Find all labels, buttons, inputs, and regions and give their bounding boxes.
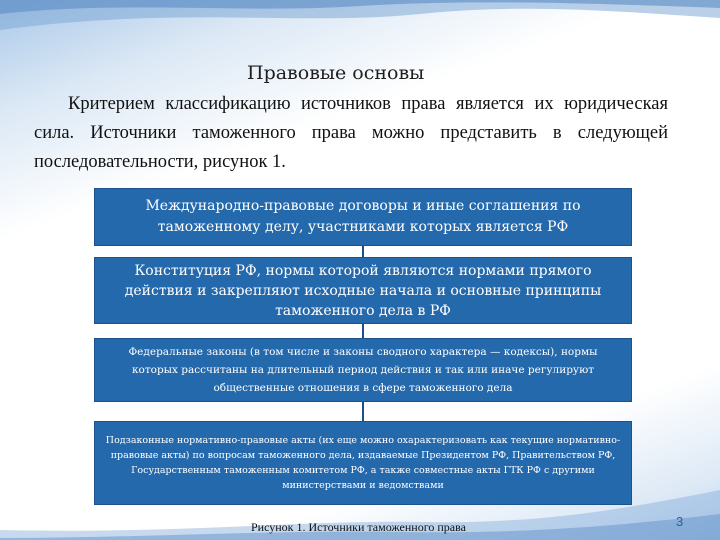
connector-2-3 <box>362 324 364 338</box>
intro-paragraph: Критерием классификацию источников права является их юридическая сила. Источники таможенного права можно представить в следующей последовательности, рисунок 1. <box>34 94 668 172</box>
box-federal-laws <box>94 338 632 402</box>
box-constitution-text: Конституция РФ, нормы которой являются нормами прямого действия и закрепляют исходные начала и основные принципы таможенного дела в РФ <box>124 262 602 319</box>
connector-3-4 <box>362 402 364 421</box>
box-international-treaties <box>94 188 632 246</box>
box-bylaws-text: Подзаконные нормативно-правовые акты (их еще можно охарактеризовать как текущие нормативно-правовые акты) по вопросам таможенного дела, издаваемые Президентом РФ, Правительством РФ, Государственным таможенным комитетом РФ, а также совместные акты ГТК РФ с другими министерствами и ведомствами <box>105 435 621 491</box>
box-international-treaties-text: Международно-правовые договоры и иные соглашения по таможенному делу, участниками которых является РФ <box>145 198 581 235</box>
slide-title: Правовые основы <box>247 62 425 84</box>
figure-caption: Рисунок 1. Источники таможенного права <box>251 520 466 534</box>
page-number: 3 <box>676 514 684 529</box>
box-federal-laws-text: Федеральные законы (в том числе и законы сводного характера — кодексы), нормы которых рассчитаны на длительный период действия и так или иначе регулируют общественные отношения в сфере таможенного дела <box>128 346 598 394</box>
box-constitution <box>94 257 632 324</box>
box-bylaws <box>94 421 632 505</box>
connector-1-2 <box>362 246 364 257</box>
